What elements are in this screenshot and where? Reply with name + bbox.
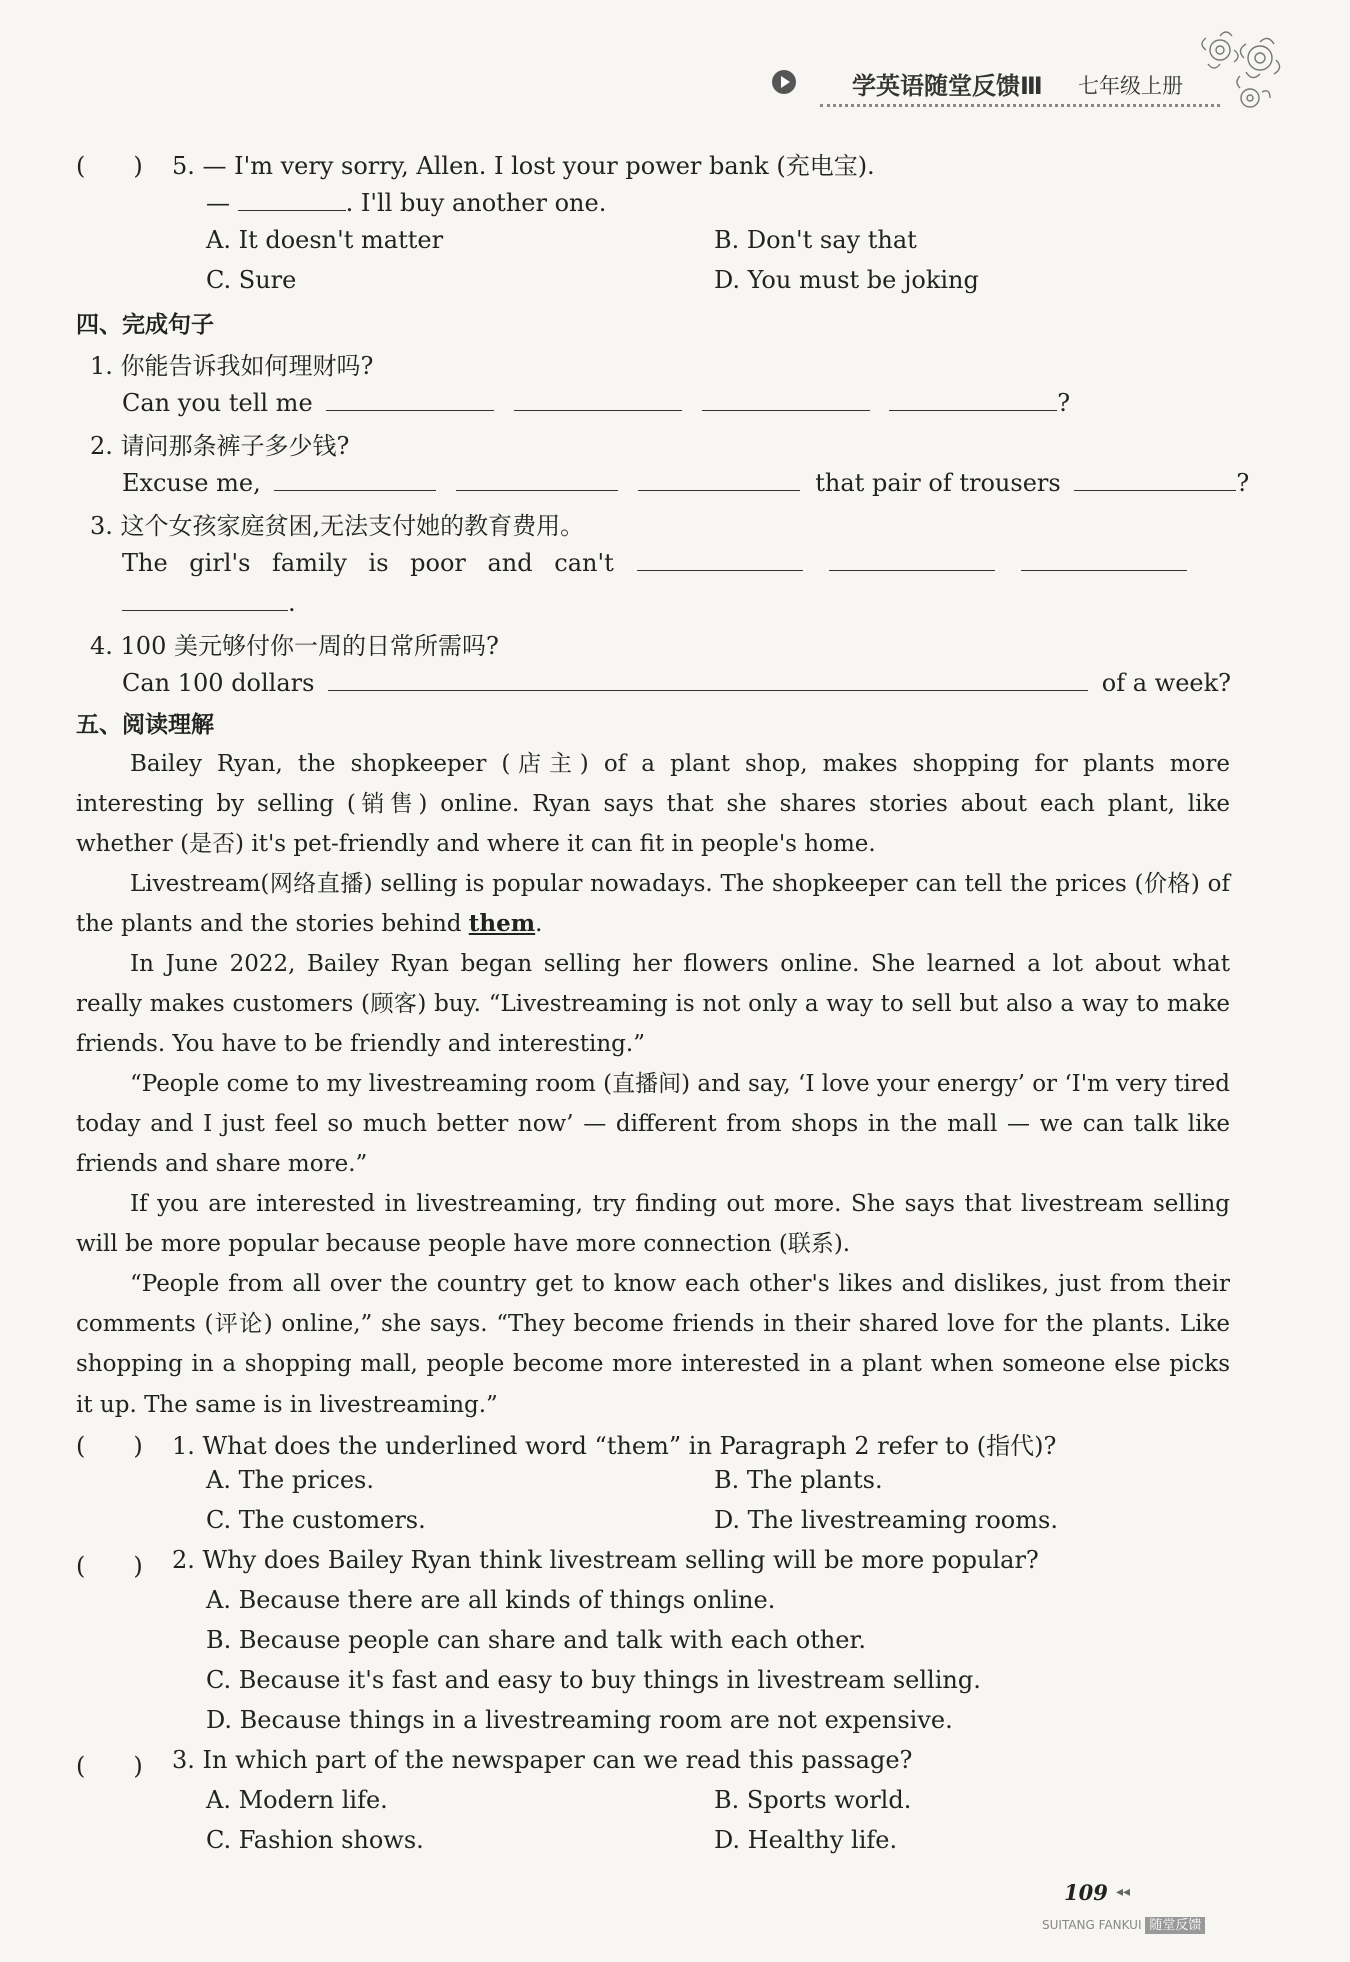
item2-english	[122, 466, 1249, 497]
answer-blank[interactable]	[1074, 466, 1236, 491]
play-icon	[772, 70, 796, 94]
section-heading: 五、阅读理解	[76, 712, 214, 738]
rq2-option-d: D. Because things in a livestreaming room are not expensive.	[206, 1706, 953, 1734]
item1-end: ?	[1057, 389, 1071, 417]
rq2-stem: 2. Why does Bailey Ryan think livestream selling will be more popular?	[172, 1546, 1039, 1574]
item3-english	[122, 546, 1187, 577]
passage-text: “People from all over the country get to know each other's likes and dislikes, just from their comments (评论) online,” she says. “They become friends in their shared love for the plants. Like shopping in a shopping mall, people become more interested in a plant when someone else picks it up. The same is in livestreaming.”	[76, 1271, 1230, 1418]
answer-blank[interactable]	[638, 466, 800, 491]
rq3-option-a: A. Modern life.	[206, 1786, 388, 1814]
page-arrows: ◂◂	[1116, 1884, 1131, 1900]
item3-chinese: 3. 这个女孩家庭贫困,无法支付她的教育费用。	[90, 512, 585, 540]
passage-text: Bailey Ryan, the shopkeeper (店主) of a plant shop, makes shopping for plants more interesting by selling (销售) online. Ryan says that she shares stories about each plant, like whether (是否) it's pet-friendly and where it can fit in people's home.	[76, 751, 1230, 858]
passage-text: Livestream(网络直播) selling is popular nowadays. The shopkeeper can tell the prices (价格) of the plants and the stories behind	[76, 871, 1230, 938]
rq1-option-b: B. The plants.	[714, 1466, 883, 1494]
answer-blank[interactable]	[702, 386, 870, 411]
book-title	[852, 66, 1043, 101]
passage-paragraph	[76, 944, 1230, 1065]
book-subtitle: 七年级上册	[1078, 74, 1183, 98]
item3-prompt: The girl's family is poor and can't	[122, 549, 614, 577]
answer-blank[interactable]	[238, 186, 346, 211]
rq2-option-c: C. Because it's fast and easy to buy things in livestream selling.	[206, 1666, 981, 1694]
answer-blank[interactable]	[274, 466, 436, 491]
footer-label	[1042, 1914, 1205, 1933]
header-dotted-rule	[820, 104, 1220, 107]
q5-reply-rest: . I'll buy another one.	[345, 189, 607, 217]
passage-text: If you are interested in livestreaming, try finding out more. She says that livestream selling will be more popular because people have more connection (联系).	[76, 1191, 1230, 1258]
footer-badge: 随堂反馈	[1145, 1917, 1205, 1934]
passage-paragraph	[76, 1184, 1230, 1264]
rq1-option-d: D. The livestreaming rooms.	[714, 1506, 1058, 1534]
section-heading: 四、完成句子	[76, 312, 214, 338]
rq1-option-a: A. The prices.	[206, 1466, 374, 1494]
q5-option-b: B. Don't say that	[714, 226, 917, 254]
q5-option-d: D. You must be joking	[714, 266, 979, 294]
passage-text: “People come to my livestreaming room (直播间) and say, ‘I love your energy’ or ‘I'm very tired today and I just feel so much better now’ — different from shops in the mall — we can talk like friends and share more.”	[76, 1071, 1231, 1178]
rq2-option-a: A. Because there are all kinds of things online.	[206, 1586, 776, 1614]
answer-blank[interactable]	[328, 666, 1088, 691]
item2-chinese: 2. 请问那条裤子多少钱?	[90, 432, 350, 460]
answer-blank[interactable]	[1021, 546, 1187, 571]
book-title-separator: Ⅲ	[1020, 72, 1043, 100]
rq3-option-d: D. Healthy life.	[714, 1826, 898, 1854]
q5-stem: 5. — I'm very sorry, Allen. I lost your power bank (充电宝).	[172, 152, 875, 180]
item3-continuation	[122, 586, 296, 617]
answer-blank[interactable]	[889, 386, 1057, 411]
page-number: 109	[1064, 1880, 1108, 1905]
rq3-option-b: B. Sports world.	[714, 1786, 912, 1814]
answer-blank[interactable]	[326, 386, 494, 411]
item2-prompt: Excuse me,	[122, 469, 261, 497]
q5-reply	[206, 186, 606, 217]
rq2-option-b: B. Because people can share and talk with each other.	[206, 1626, 866, 1654]
passage-paragraph	[76, 864, 1230, 944]
rq1-stem: 1. What does the underlined word “them” in Paragraph 2 refer to (指代)?	[172, 1432, 1057, 1460]
q5-paren: ( )	[76, 152, 143, 180]
underlined-word: them	[468, 910, 536, 938]
rq3-paren: ( )	[76, 1752, 143, 1780]
flower-decoration-icon	[1180, 18, 1300, 118]
item1-english	[122, 386, 1070, 417]
rq3-stem: 3. In which part of the newspaper can we read this passage?	[172, 1746, 913, 1774]
q5-option-a: A. It doesn't matter	[206, 226, 444, 254]
item4-chinese: 4. 100 美元够付你一周的日常所需吗?	[90, 632, 499, 660]
answer-blank[interactable]	[514, 386, 682, 411]
passage-paragraph	[76, 1064, 1230, 1185]
item2-end: ?	[1236, 469, 1250, 497]
passage-paragraph	[76, 744, 1230, 865]
passage-text: .	[535, 911, 543, 938]
rq3-option-c: C. Fashion shows.	[206, 1826, 424, 1854]
answer-blank[interactable]	[829, 546, 995, 571]
footer-pinyin: SUITANG FANKUI	[1042, 1918, 1142, 1932]
answer-blank[interactable]	[637, 546, 803, 571]
item1-prompt: Can you tell me	[122, 389, 313, 417]
item4-end: of a week?	[1101, 669, 1232, 697]
item4-english	[122, 666, 1231, 697]
q5-reply-dash: —	[206, 189, 230, 217]
q5-option-c: C. Sure	[206, 266, 297, 294]
rq1-paren: ( )	[76, 1432, 143, 1460]
answer-blank[interactable]	[456, 466, 618, 491]
answer-blank[interactable]	[122, 586, 288, 611]
item1-chinese: 1. 你能告诉我如何理财吗?	[90, 352, 374, 380]
item2-middle: that pair of trousers	[815, 469, 1061, 497]
passage-text: In June 2022, Bailey Ryan began selling her flowers online. She learned a lot about what really makes customers (顾客) buy. “Livestreaming is not only a way to sell but also a way to make friends. You have to be friendly and interesting.”	[76, 951, 1230, 1058]
passage-paragraph	[76, 1264, 1230, 1425]
book-title-text: 学英语随堂反馈	[852, 72, 1020, 100]
rq2-paren: ( )	[76, 1552, 143, 1580]
rq1-option-c: C. The customers.	[206, 1506, 426, 1534]
item3-end: .	[288, 589, 296, 617]
item4-prompt: Can 100 dollars	[122, 669, 315, 697]
